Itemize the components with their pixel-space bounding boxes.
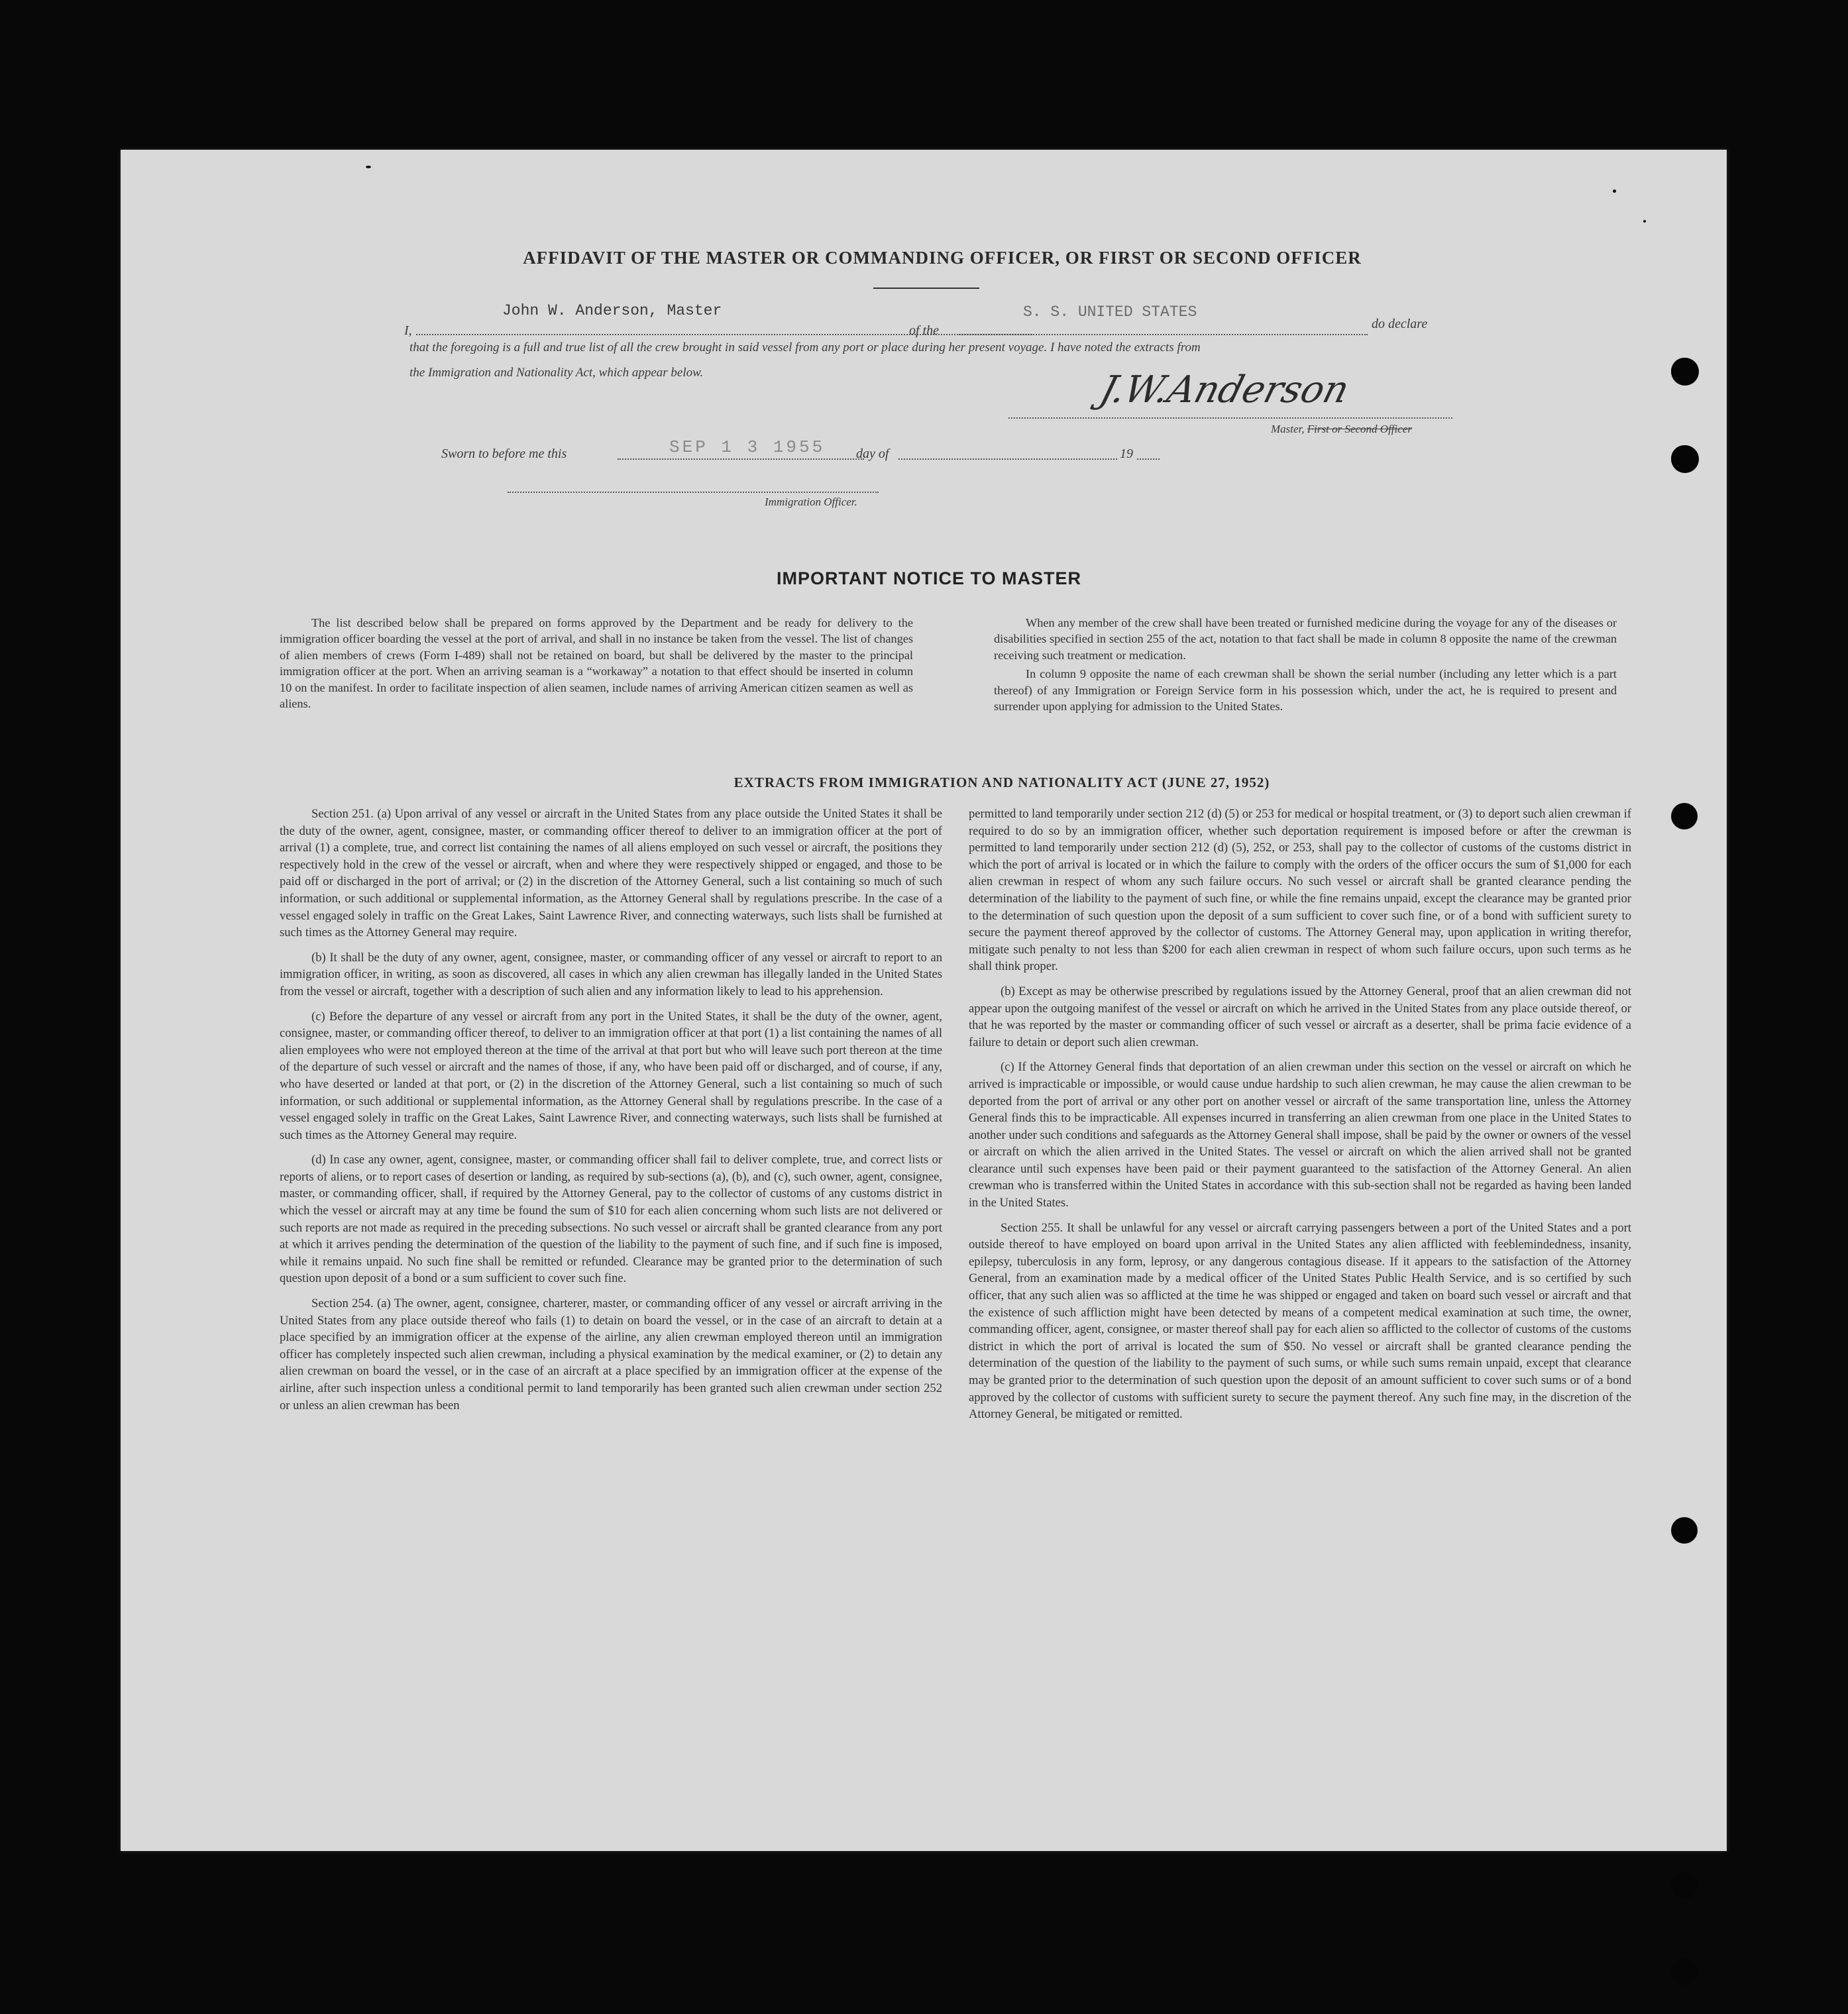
- i-label: I,: [404, 323, 412, 338]
- sworn-label: Sworn to before me this: [441, 447, 567, 461]
- declaration-line-2: the Immigration and Nationality Act, which appear below.: [409, 366, 704, 380]
- speck: [1643, 220, 1646, 223]
- vessel-name: S. S. UNITED STATES: [1023, 303, 1197, 321]
- section-254-a: Section 254. (a) The owner, agent, consignee, charterer, master, or commanding officer of any vessel or aircraft arriving in the United States from any place outside thereof who fails (1) to detain on board the vessel, or in the case of an aircraft to detain at a place specified by an immigration officer at the expense of the airline, any alien crewman employed thereon until an immigration officer has completely inspected such alien crewman, including a physical examination by the medical examiner, or (2) to detain any alien crewman on board the vessel, or in the case of an aircraft at a place specified by an immigration officer at the expense of the airline, after such inspection unless a conditional permit to land temporarily has been granted such alien crewman under section 252 or unless an alien crewman has been: [280, 1297, 942, 1412]
- declaration-line-1: that the foregoing is a full and true list of all the crew brought in said vessel from any port or place during her present voyage. I have noted the extracts from: [409, 341, 1201, 354]
- sworn-date-stamp: SEP 1 3 1955: [669, 437, 826, 457]
- immigration-officer-line: [508, 492, 879, 493]
- of-the-label: of the: [909, 323, 939, 338]
- extracts-left-column: [280, 806, 942, 1422]
- day-of-label: day of: [856, 447, 889, 461]
- year-prefix: 19: [1120, 447, 1133, 461]
- notice-right-paragraph-1: When any member of the crew shall have been treated or furnished medicine during the voyage for any of the diseases or disabilities specified in section 255 of the act, notation to that fact shall be made in column 8 opposite the name of the crewman receiving such treatment or medication.: [994, 616, 1617, 662]
- section-255: Section 255. It shall be unlawful for any vessel or aircraft carrying passengers between a port of the United States and a port outside thereof to have employed on board upon arrival in the United States any alien afflicted with feeblemindedness, insanity, epilepsy, tuberculosis in any form, leprosy, or any dangerous contagious disease. If it appears to the satisfaction of the Attorney General, from an examination made by a medical officer of the United States Public Health Service, and is so certified by such officer, that any such alien was so afflicted at the time he was shipped or engaged and taken on board such vessel or aircraft and that the existence of such affliction might have been detected by means of a competent medical examination at such time, the owner, commanding officer, agent, consignee, or master thereof shall pay for each alien so afflicted to the collector of customs of the customs district in which the port of arrival is located the sum of $50. No vessel or aircraft shall be granted clearance pending the determination of the question of the liability to the payment of such sums, or while such sums remain unpaid, except that clearance may be granted prior to the determination of such question upon the deposit of an amount sufficient to cover such sums or of a bond approved by the collector of customs with sufficient surety to secure the payment thereof. Any such fine may, in the discretion of the Attorney General, be mitigated or remitted.: [969, 1220, 1631, 1422]
- notice-title: IMPORTANT NOTICE TO MASTER: [777, 568, 1081, 588]
- section-254-b: (b) Except as may be otherwise prescribed by regulations issued by the Attorney General, proof that an alien crewman did not appear upon the outgoing manifest of the vessel or aircraft on which he arrived in the United States from any place outside thereof, or that he was reported by the master or commanding officer of such vessel or aircraft as a deserter, shall be prima facie evidence of a failure to detain or deport such alien crewman.: [969, 984, 1631, 1049]
- master-name-line: [416, 334, 1032, 335]
- title-underline: [873, 288, 979, 289]
- speck: [1613, 189, 1616, 193]
- punch-hole: [1671, 803, 1698, 829]
- signature-line: [1008, 417, 1452, 419]
- punch-hole: [1671, 358, 1699, 386]
- section-251-c: (c) Before the departure of any vessel or aircraft from any port in the United States, it shall be the duty of the owner, agent, consignee, master, or commanding officer thereof, to deliver to an immigration officer at that port (1) a list containing the names of all alien employees who were not employed thereon at the time of the arrival at that port but who will leave such port thereon at the time of the departure of such vessel or aircraft and the names of those, if any, who have been paid off or discharged, and of course, if any, who have deserted or landed at that port, or (2) in the discretion of the Attorney General, such a list containing so much of such information, or such additional or supplemental information, as the Attorney General shall by regulations prescribe. In the case of a vessel engaged solely in traffic on the Great Lakes, Saint Lawrence River, and connecting waterways, such lists shall be furnished at such times as the Attorney General may require.: [280, 1009, 942, 1142]
- sworn-date-line: [618, 458, 864, 460]
- notice-left-paragraph: The list described below shall be prepared on forms approved by the Department and be ready for delivery to the immigration officer boarding the vessel at the port of arrival, and shall in no instance be taken from the vessel. The list of changes of alien members of crews (Form I-489) shall not be retained on board, but shall be delivered by the master to the principal immigration officer at the port. When an arriving seaman is a “workaway” a notation to that effect should be inserted in column 10 on the manifest. In order to facilitate inspection of alien seamen, include names of arriving American citizen seamen as well as aliens.: [280, 616, 913, 711]
- year-line: [1137, 458, 1160, 460]
- section-251-a: Section 251. (a) Upon arrival of any vessel or aircraft in the United States from any place outside the United States it shall be the duty of the owner, agent, consignee, master, or commanding officer thereof to deliver to an immigration officer at the port of arrival (1) a complete, true, and correct list containing the names of all aliens employed on such vessel or aircraft, the positions they respectively hold in the crew of the vessel or aircraft, when and where they were respectively shipped or engaged, and those to be paid off or discharged in the port of arrival; or (2) in the discretion of the Attorney General, such a list containing so much of such information, or such additional or supplemental information, as the Attorney General shall by regulations prescribe. In the case of a vessel engaged solely in traffic on the Great Lakes, Saint Lawrence River, and connecting waterways, such lists shall be furnished at such times as the Attorney General may require.: [280, 807, 942, 940]
- punch-hole: [1671, 1958, 1698, 1985]
- punch-hole: [1671, 1517, 1698, 1544]
- signature-caption: [1271, 423, 1412, 436]
- do-declare-label: do declare: [1372, 317, 1428, 331]
- extracts-right-column: [969, 806, 1631, 1431]
- affidavit-title: AFFIDAVIT OF THE MASTER OR COMMANDING OFFICER, OR FIRST OR SECOND OFFICER: [523, 248, 1362, 268]
- section-254-c: (c) If the Attorney General finds that deportation of an alien crewman under this section on the vessel or aircraft on which he arrived is impracticable or impossible, or would cause undue hardship to such alien crewman, he may cause the alien crewman to be deported from the port of arrival or any other port on another vessel or aircraft of the same transportation line, unless the Attorney General finds this to be impracticable. All expenses incurred in transferring an alien crewman from one place in the United States to another under such conditions and safeguards as the Attorney General shall impose, shall be paid by the owner or owners of the vessel or aircraft on which the alien arrived in the United States. The vessel or aircraft on which the alien arrived shall not be granted clearance until such expenses have been paid or their payment guaranteed to the satisfaction of the Attorney General. An alien crewman who is transferred within the United States in accordance with this sub-section shall not be regarded as having been landed in the United States.: [969, 1060, 1631, 1210]
- immigration-officer-label: Immigration Officer.: [765, 496, 857, 508]
- document-page: [121, 150, 1727, 1851]
- vessel-name-line: [957, 334, 1368, 335]
- handwritten-signature: J.W.Anderson: [1095, 368, 1354, 411]
- master-name: John W. Anderson, Master: [502, 302, 722, 319]
- notice-left-column: [280, 615, 913, 719]
- speck: [366, 166, 371, 168]
- extracts-title: EXTRACTS FROM IMMIGRATION AND NATIONALITY ACT (JUNE 27, 1952): [734, 774, 1270, 790]
- signature-caption-struck: First or Second Officer: [1307, 423, 1412, 435]
- punch-hole: [1671, 1872, 1698, 1899]
- section-254-a-continued: permitted to land temporarily under section 212 (d) (5) or 253 for medical or hospital treatment, or (3) to deport such alien crewman if required to do so by an immigration officer, whether such deportation requirement is imposed before or after the crewman is permitted to land temporarily under section 212 (d) (5), 252, or 253, shall pay to the collector of customs of the customs district in which the port of arrival is located or in which the failure to comply with the orders of the officer occurs the sum of $1,000 for each alien crewman in respect of whom any such failure occurs. No such vessel or aircraft shall be granted clearance pending the determination of the liability to the payment of such fine, or while the fine remains unpaid, except the clearance may be granted prior to the determination of such question upon the deposit of a sum sufficient to cover such fine, or of a bond with sufficient surety to secure the payment thereof approved by the collector of customs. The Attorney General may, upon application in writing therefor, mitigate such penalty to not less than $200 for each alien crewman in respect of whom such failure occurs, upon such terms as he shall think proper.: [969, 807, 1631, 974]
- punch-hole: [1671, 445, 1699, 473]
- section-251-d: (d) In case any owner, agent, consignee, master, or commanding officer shall fail to deliver complete, true, and correct lists or reports of aliens, or to report cases of desertion or landing, as required by sub-sections (a), (b), and (c), such owner, agent, consignee, master, or commanding officer, shall, if required by the Attorney General, pay to the collector of customs of any customs district in which the vessel or aircraft may at any time be found the sum of $10 for each alien concerning whom such lists are not delivered or such reports are not made as required in the preceding subsections. No such vessel or aircraft shall be granted clearance from any port at which it arrives pending the determination of the question of the liability to the payment of such fine, and if such fine is imposed, while it remains unpaid. No such fine shall be remitted or refunded. Clearance may be granted prior to the determination of such question upon deposit of a bond or a sum sufficient to cover such fine.: [280, 1153, 942, 1286]
- month-line: [898, 458, 1117, 460]
- notice-right-paragraph-2: In column 9 opposite the name of each crewman shall be shown the serial number (including any letter which is a part thereof) of any Immigration or Foreign Service form in his possession which, under the act, he is required to present and surrender upon applying for admission to the United States.: [994, 667, 1617, 714]
- signature-caption-master: Master,: [1271, 423, 1305, 435]
- section-251-b: (b) It shall be the duty of any owner, agent, consignee, master, or commanding officer of any vessel or aircraft to report to an immigration officer, in writing, as soon as discovered, all cases in which any alien crewman has illegally landed in the United States from the vessel or aircraft, together with a description of such alien and any information likely to lead to his apprehension.: [280, 950, 942, 998]
- notice-right-column: [994, 615, 1617, 722]
